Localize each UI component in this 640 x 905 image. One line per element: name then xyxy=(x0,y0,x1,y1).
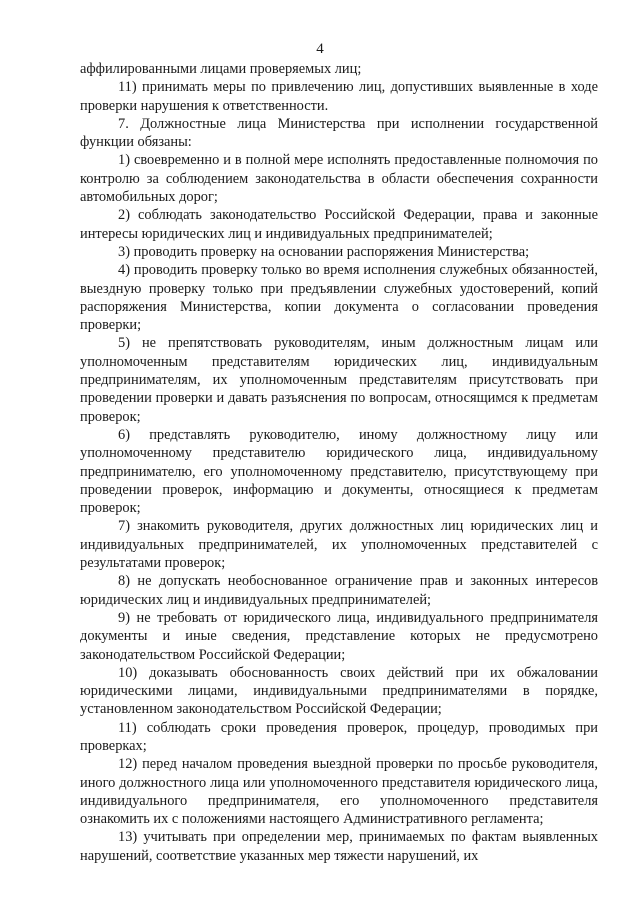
duty-item-10: 10) доказывать обоснованность своих действий при их обжаловании юридическими лицами, индивидуальными предпринимателями в порядке, установленном законодательством Российской Федерации; xyxy=(80,664,598,718)
duty-item-12: 12) перед началом проведения выездной проверки по просьбе руководителя, иного должностного лица или уполномоченного представителя юридического лица, индивидуального предпринимателя, его уполномоченного представителя ознакомить их с положениями настоящего Административного регламента; xyxy=(80,756,598,828)
duty-item-4: 4) проводить проверку только во время исполнения служебных обязанностей, выездную проверку только при предъявлении служебных удостоверений, копий распоряжения Министерства, копии документа о согласовании проведения проверки; xyxy=(80,262,598,334)
duty-item-7: 7) знакомить руководителя, других должностных лиц юридических лиц и индивидуальных предпринимателей, их уполномоченных представителей с результатами проверок; xyxy=(80,518,598,572)
duty-item-8: 8) не допускать необоснованное ограничение прав и законных интересов юридических лиц и индивидуальных предпринимателей; xyxy=(80,573,598,608)
duty-item-1: 1) своевременно и в полной мере исполнять предоставленные полномочия по контролю за соблюдением законодательства в области обеспечения сохранности автомобильных дорог; xyxy=(80,152,598,206)
duty-item-2: 2) соблюдать законодательство Российской Федерации, права и законные интересы юридических лиц и индивидуальных предпринимателей; xyxy=(80,207,598,242)
duty-item-6: 6) представлять руководителю, иному должностному лицу или уполномоченному представителю юридического лица, индивидуальному предпринимателю, его уполномоченному представителю, присутствующему при проведении проверок, информацию и документы, относящиеся к предметам проверок; xyxy=(80,426,598,517)
duty-item-3: 3) проводить проверку на основании распоряжения Министерства; xyxy=(118,243,530,260)
paragraph-continuation: аффилированными лицами проверяемых лиц; xyxy=(80,61,362,77)
duty-item-13: 13) учитывать при определении мер, принимаемых по фактам выявленных нарушений, соответствие указанных мер тяжести нарушений, их xyxy=(80,829,598,864)
duty-item-9: 9) не требовать от юридического лица, индивидуального предпринимателя документы и иные сведения, представление которых не предусмотрено законодательством Российской Федерации; xyxy=(80,609,598,663)
duty-item-11: 11) соблюдать сроки проведения проверок, процедур, проводимых при проверках; xyxy=(80,719,598,754)
list-item-11: 11) принимать меры по привлечению лиц, допустивших выявленные в ходе проверки нарушения к ответственности. xyxy=(80,79,598,114)
page-number: 4 xyxy=(316,41,324,57)
section-7-heading: 7. Должностные лица Министерства при исполнении государственной функции обязаны: xyxy=(80,115,598,151)
duty-item-5: 5) не препятствовать руководителям, иным должностным лицам или уполномоченным представителям юридических лиц, индивидуальным предпринимателям, их уполномоченным представителям присутствовать при проведении проверки и давать разъяснения по вопросам, относящимся к предметам проверок; xyxy=(80,335,598,425)
document-body xyxy=(80,60,598,865)
